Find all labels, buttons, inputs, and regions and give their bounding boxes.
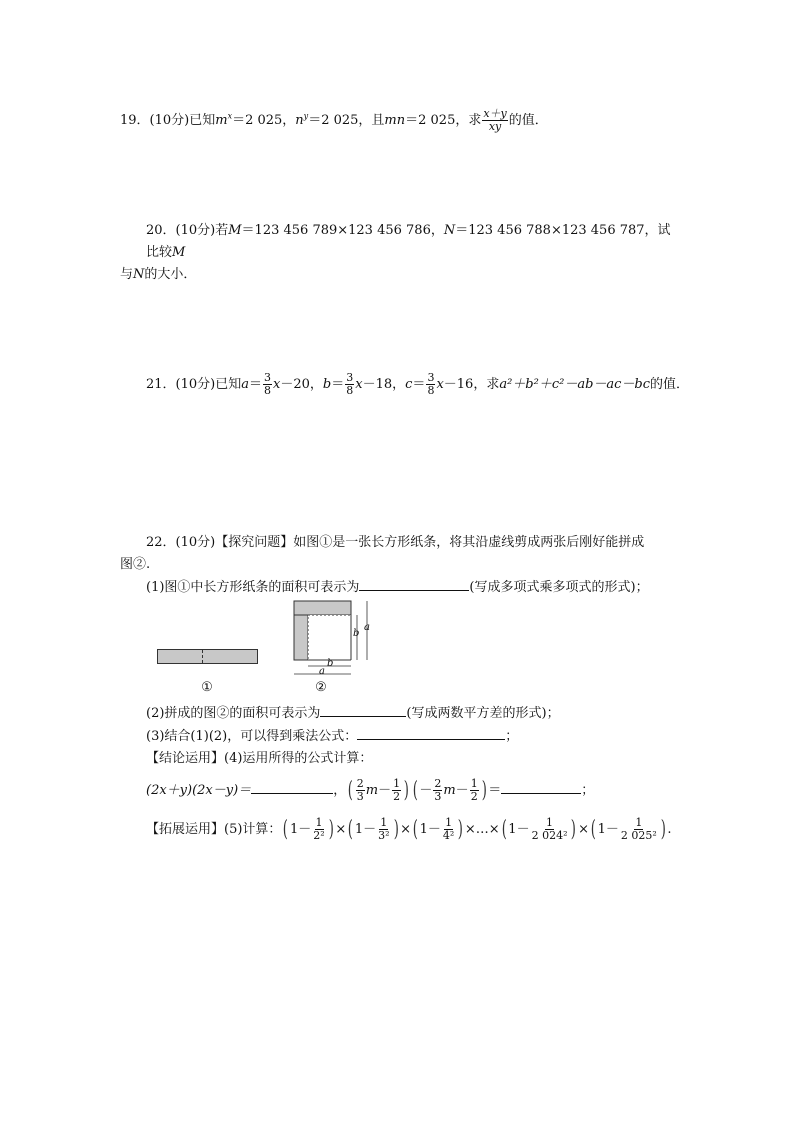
frac-den: 3 (434, 790, 442, 803)
calc2-frac1b (433, 778, 442, 803)
q22-line1: 22．(10分)【探究问题】如图①是一张长方形纸条，将其沿虚线剪成两张后刚好能拼成 (146, 535, 645, 550)
q20-text-a: 与 (120, 267, 134, 282)
calc2-frac2 (392, 778, 401, 803)
fig2-top-strip (294, 601, 351, 615)
calc-separator: ， (333, 783, 347, 798)
frac-num: 1 (470, 777, 478, 790)
fraction-3-8 (345, 372, 354, 397)
one-minus: 1－ (597, 822, 619, 837)
fig2-label-b-right: b (353, 628, 360, 639)
var-N: N (443, 223, 456, 238)
frac-den: 2 025² (620, 829, 657, 842)
one-minus: 1－ (290, 822, 312, 837)
fig2-label-b-bottom: b (327, 658, 334, 669)
var-m: m (443, 783, 456, 798)
p3-text: (3)结合(1)(2)，可以得到乘法公式： (146, 729, 358, 744)
p5-end: . (667, 822, 672, 837)
q19-eq3: ＝2 025，求 (405, 113, 482, 128)
minus-sign: － (419, 783, 433, 798)
q22-part4-calcs: (2x＋y)(2x－y)＝ ，( $\frac{2}{3}$ m－ $\frac{1}{2}$ ) ( － $\frac{2}{3}$ m－ $\frac{1}{2}$ ) ＝ ； (146, 777, 595, 803)
var-x: x (273, 377, 281, 392)
q22-part3 (146, 725, 706, 748)
p3-answer-blank[interactable] (357, 725, 505, 740)
times: × (578, 822, 589, 837)
q19-fraction (482, 108, 507, 133)
frac-den: 2 024² (531, 829, 568, 842)
frac-num: 1 (393, 777, 401, 790)
times: × (335, 822, 347, 837)
q22-parts-2-5 (146, 702, 706, 842)
frac-den: 4² (442, 829, 455, 842)
var-m: m (365, 783, 379, 798)
var-mn: mn (384, 113, 406, 128)
q21-expression: a²＋b²＋c²－ab－ac－bc (499, 377, 651, 392)
p3-end: ； (505, 729, 519, 744)
calc1-answer-blank[interactable] (251, 779, 333, 794)
frac-num: 2 (434, 777, 442, 790)
frac-num: 1 (546, 816, 554, 829)
q20-line2 (120, 264, 682, 286)
q20-line1 (120, 220, 682, 264)
frac-den: 2² (313, 829, 325, 842)
frac-den: 8 (346, 384, 354, 397)
frac-den: 3² (378, 829, 390, 842)
var-N-2: N (133, 267, 145, 282)
var-b: b (322, 377, 332, 392)
frac-num: 1 (635, 816, 643, 829)
frac-den: 3 (356, 790, 364, 803)
minus-sign: － (455, 783, 469, 798)
p1-hint: (写成多项式乘多项式的形式)； (469, 580, 649, 595)
p2-answer-blank[interactable] (320, 702, 406, 717)
q19-number: 19．(10分)已知 (120, 113, 216, 128)
exp-x: x (227, 111, 233, 121)
q19-eq1: ＝2 025， (232, 113, 296, 128)
exp-y: y (303, 111, 309, 121)
var-c: c (405, 377, 413, 392)
figure-1-label: ① (201, 680, 213, 695)
frac-den: 2 (393, 790, 401, 803)
fig2-inner-square (308, 615, 351, 660)
frac-den: 8 (427, 384, 435, 397)
fig2-left-strip (294, 615, 308, 660)
p2-text: (2)拼成的图②的面积可表示为 (146, 706, 321, 721)
frac-num: 2 (356, 777, 364, 790)
q22-part2 (146, 702, 706, 725)
figure-2 (285, 597, 385, 681)
figure-1-strip (157, 649, 258, 664)
fraction-3-8 (426, 372, 435, 397)
frac-num: 3 (264, 371, 272, 384)
q20-number: 20．(10分)若 (146, 223, 229, 238)
p5-term-1 (312, 817, 325, 842)
frac-den: 2 (470, 790, 478, 803)
ellipsis-times: ×…× (464, 822, 500, 837)
calc2-frac1 (356, 778, 365, 803)
cut-line (202, 650, 203, 663)
p5-term-2 (377, 817, 390, 842)
q22-part4-heading: 【结论运用】(4)运用所得的公式计算： (146, 751, 373, 766)
var-x: x (436, 377, 444, 392)
q21-number: 21．(10分)已知 (146, 377, 242, 392)
one-minus: 1－ (419, 822, 441, 837)
q21-end: 的值． (650, 377, 690, 392)
q20-M-value: ＝123 456 789×123 456 786， (241, 223, 444, 238)
q22-line2: 图②. (120, 557, 151, 572)
calc2-answer-blank[interactable] (501, 779, 581, 794)
frac-num: 3 (346, 371, 354, 384)
b-tail: －18， (362, 377, 406, 392)
a-tail: －20， (280, 377, 323, 392)
fraction-3-8 (263, 372, 272, 397)
var-m: m (215, 113, 228, 128)
one-minus: 1－ (354, 822, 377, 837)
calc2-frac2b (470, 778, 479, 803)
frac-numerator: x＋y (483, 107, 507, 120)
question-20 (120, 220, 682, 286)
eq-sign: ＝ (249, 377, 263, 392)
calc1-expression: (2x＋y)(2x－y)＝ (146, 783, 252, 798)
var-x: x (355, 377, 363, 392)
figure-2-label: ② (315, 680, 327, 695)
one-minus: 1－ (508, 822, 530, 837)
question-22 (120, 532, 682, 599)
q22-part1 (120, 576, 682, 599)
q20-N-value: ＝123 456 788×123 456 787，试比较 (146, 223, 671, 260)
var-M: M (228, 223, 242, 238)
minus-sign: － (378, 783, 392, 798)
p5-term-2025 (620, 817, 658, 842)
var-n: n (295, 113, 304, 128)
frac-num: 1 (380, 816, 388, 829)
var-a: a (241, 377, 249, 392)
fig2-label-a-bottom: a (319, 666, 325, 677)
q22-part5: 【拓展运用】(5)计算：( 1－ $\frac{1}{\text{2²}}$ ) ×( 1－ $\frac{1}{\text{3²}}$ ) ×( 1－ $\frac{1}{\text{4²}}$ ) ×…×( 1－ $\frac{1}{\text{2 024²}}$ ) ×( 1－ $\frac{1}{\text{2 025²}}$ ) . (146, 816, 672, 842)
q20-text-b: 的大小． (144, 267, 197, 282)
eq-sign: ＝ (412, 377, 426, 392)
var-M-2: M (172, 245, 186, 260)
eq-sign: ＝ (488, 783, 502, 798)
times: × (400, 822, 412, 837)
question-19 (120, 108, 680, 133)
fig2-label-a-right: a (364, 622, 370, 633)
frac-num: 1 (315, 816, 323, 829)
eq-sign: ＝ (331, 377, 345, 392)
p5-term-3 (442, 817, 455, 842)
calc-end: ； (581, 783, 595, 798)
p5-term-2024 (531, 817, 569, 842)
p1-text: (1)图①中长方形纸条的面积可表示为 (146, 580, 360, 595)
p2-hint: (写成两数平方差的形式)； (406, 706, 560, 721)
q19-eq2: ＝2 025，且 (308, 113, 385, 128)
frac-num: 1 (445, 816, 453, 829)
frac-denominator: xy (488, 120, 502, 133)
p5-heading: 【拓展运用】(5)计算： (146, 822, 282, 837)
c-tail: －16，求 (443, 377, 500, 392)
frac-den: 8 (264, 384, 272, 397)
frac-num: 3 (427, 371, 435, 384)
p1-answer-blank[interactable] (359, 576, 469, 591)
question-21 (146, 372, 706, 397)
q19-tail: 的值． (508, 113, 548, 128)
